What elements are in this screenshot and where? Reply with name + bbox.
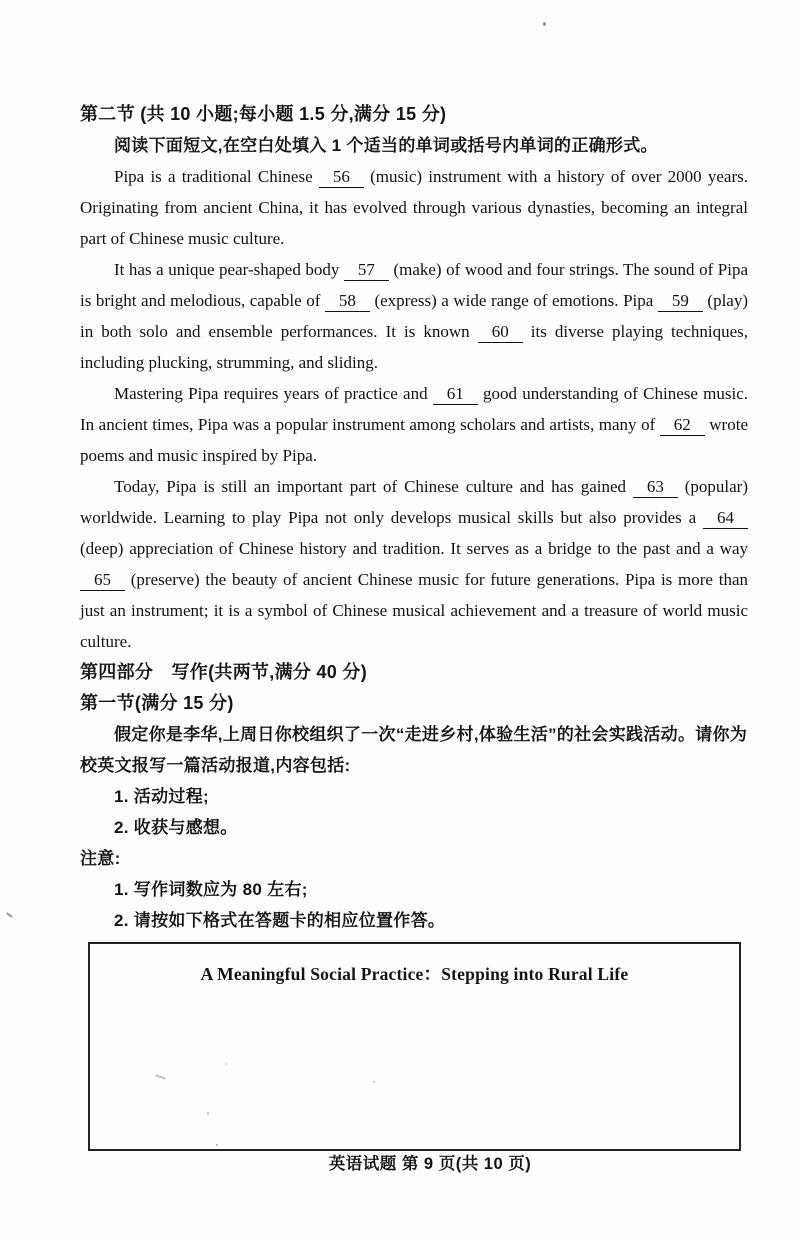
section2-heading: 第二节 (共 10 小题;每小题 1.5 分,满分 15 分): [80, 104, 447, 124]
writing-point-1: 1. 活动过程;: [114, 787, 209, 806]
blank-61: 61: [433, 384, 478, 405]
part4-section1-heading: 第一节(满分 15 分): [80, 693, 234, 713]
notice-note-2: 2. 请按如下格式在答题卡的相应位置作答。: [114, 911, 446, 930]
scan-speck: [225, 1063, 227, 1065]
scan-speck: [207, 1112, 209, 1115]
blank-57: 57: [344, 260, 389, 281]
scan-speck: [216, 1144, 218, 1146]
passage-paragraph-3: Mastering Pipa requires years of practice and 61 good understanding of Chinese music. In ancient times, Pipa was a popular instrument among scholars and artists, many of 62 wrote poems and music inspired by Pipa.: [80, 384, 748, 465]
page-content: [80, 99, 748, 1151]
passage-paragraph-2: It has a unique pear-shaped body 57 (make) of wood and four strings. The sound of Pipa is bright and melodious, capable of 58 (express) a wide range of emotions. Pipa 59 (play) in both solo and ensemble performances. It is known 60 its diverse playing techniques, including plucking, strumming, and sliding.: [80, 260, 749, 372]
blank-60: 60: [478, 322, 523, 343]
page-footer-text: 英语试题 第 9 页(共 10 页): [328, 1155, 532, 1173]
passage-paragraph-4: Today, Pipa is still an important part of Chinese culture and has gained 63 (popular) worldwide. Learning to play Pipa not only develops musical skills but also provides a 64 (deep) appreciation of Chinese history and tradition. It serves as a bridge to the past and a way 65 (preserve) the beauty of ancient Chinese music for future generations. Pipa is more than just an instrument; it is a symbol of Chinese musical achievement and a treasure of world music culture.: [80, 477, 748, 651]
blank-58: 58: [325, 291, 370, 312]
page-footer: [0, 1150, 800, 1174]
blank-65: 65: [80, 570, 125, 591]
scan-speck: [543, 22, 546, 26]
notice-note-1: 1. 写作词数应为 80 左右;: [114, 880, 308, 899]
section2-instruction: 阅读下面短文,在空白处填入 1 个适当的单词或括号内单词的正确形式。: [114, 136, 658, 155]
notice-label: 注意:: [80, 849, 121, 868]
answer-box: [88, 942, 741, 1151]
blank-62: 62: [660, 415, 705, 436]
writing-point-2: 2. 收获与感想。: [114, 818, 238, 837]
scan-speck: [373, 1081, 375, 1083]
writing-prompt: 假定你是李华,上周日你校组织了一次“走进乡村,体验生活”的社会实践活动。请你为校英文报写一篇活动报道,内容包括:: [80, 725, 748, 775]
passage-paragraph-1: Pipa is a traditional Chinese 56 (music) instrument with a history of over 2000 years. Originating from ancient China, it has evolved through various dynasties, becoming an integral part of Chinese music culture.: [80, 167, 749, 248]
blank-64: 64: [703, 508, 748, 529]
scan-speck: [6, 912, 13, 918]
blank-59: 59: [658, 291, 703, 312]
answer-box-title: A Meaningful Social Practice：Stepping into Rural Life: [200, 964, 629, 984]
blank-56: 56: [319, 167, 364, 188]
part4-heading: 第四部分 写作(共两节,满分 40 分): [80, 662, 368, 682]
blank-63: 63: [633, 477, 678, 498]
